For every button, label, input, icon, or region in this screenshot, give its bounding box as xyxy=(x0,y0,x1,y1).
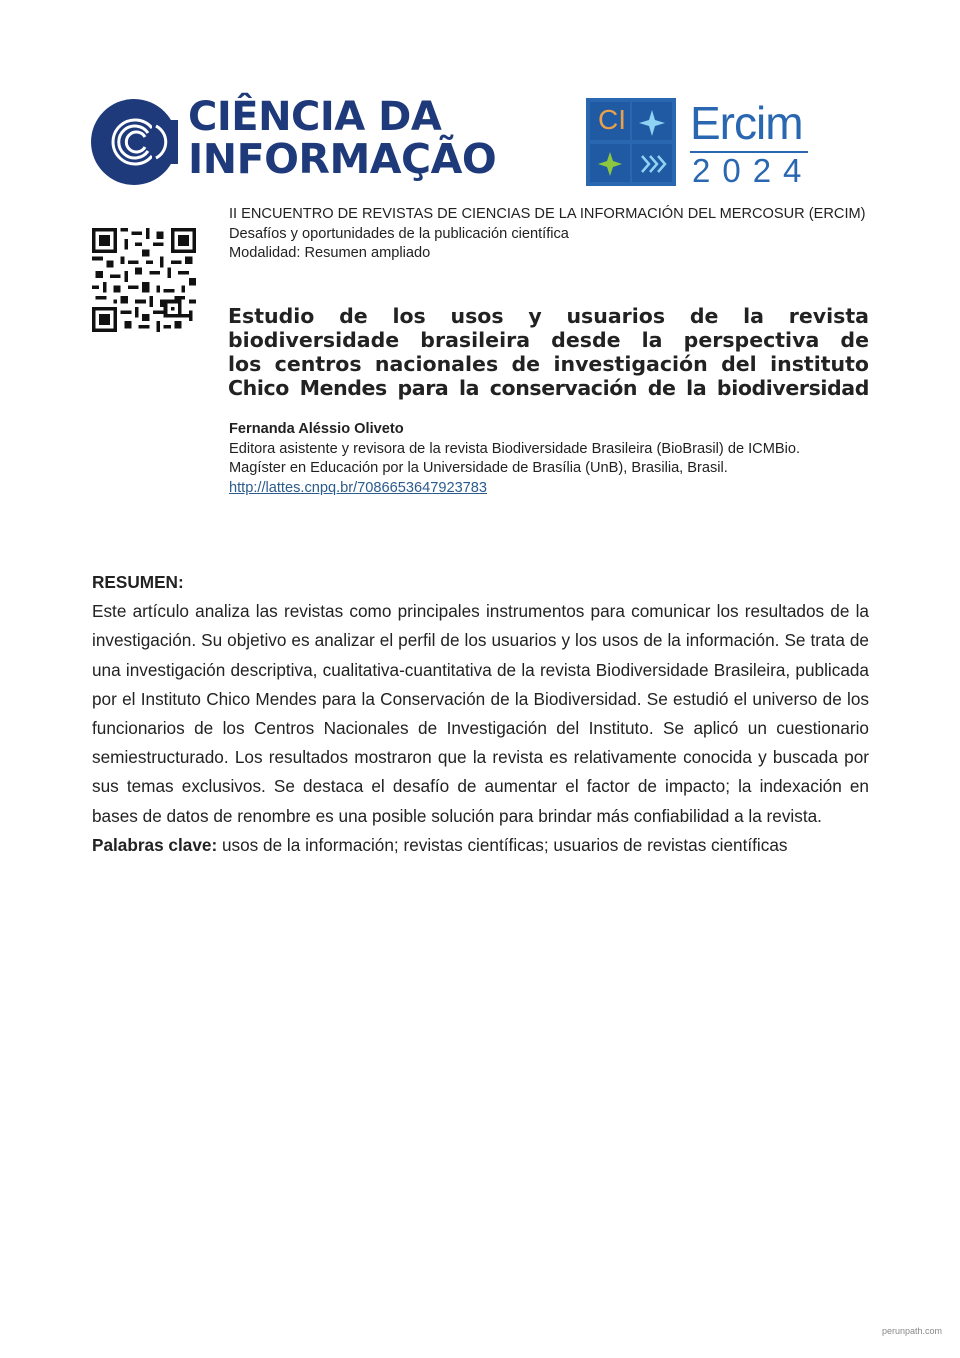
author-name: Fernanda Aléssio Oliveto xyxy=(229,421,404,437)
paper-title-line: los centros nacionales de investigación del instituto xyxy=(228,352,869,376)
event-info xyxy=(229,205,879,264)
paper-title-line: Chico Mendes para la conservación de la biodiversidad xyxy=(228,376,869,400)
event-name: II ENCUENTRO DE REVISTAS DE CIENCIAS DE LA INFORMACIÓN DEL MERCOSUR (ERCIM) xyxy=(229,206,866,222)
abstract-heading: RESUMEN: xyxy=(92,572,184,592)
ercim-logo-word: Ercim xyxy=(690,97,803,149)
author-lattes-link[interactable]: http://lattes.cnpq.br/7086653647923783 xyxy=(229,479,488,496)
author-block xyxy=(229,420,889,498)
qr-code-icon xyxy=(92,228,196,332)
journal-logo-line1: CIÊNCIA DA xyxy=(188,94,442,140)
keywords-label: Palabras clave: xyxy=(92,834,218,855)
ercim-badge-ci: CI xyxy=(598,104,626,135)
ercim-logo-year: 2024 xyxy=(692,152,814,189)
watermark: perunpath.com xyxy=(881,1326,942,1336)
journal-logo-line2: INFORMAÇÃO xyxy=(188,135,497,183)
keywords-line xyxy=(92,831,869,860)
paper-title-line: Estudio de los usos y usuarios de la revista xyxy=(228,304,869,328)
event-theme: Desafíos y oportunidades de la publicación científica xyxy=(229,225,569,242)
keywords-text: usos de la información; revistas científicas; usuarios de revistas científicas xyxy=(221,834,788,855)
abstract-section xyxy=(92,568,869,860)
journal-logo-text xyxy=(188,94,497,183)
paper-title-line: biodiversidade brasileira desde la perspectiva de xyxy=(228,328,869,352)
abstract-body: Este artículo analiza las revistas como principales instrumentos para comunicar los resultados de la investigación. Su objetivo es analizar el perfil de los usuarios y los usos de la información. Se trata de una investigación descriptiva, cualitativa-cuantitativa de la revista Biodiversidade Brasileira, publicada por el Instituto Chico Mendes para la Conservación de la Biodiversidad. Se estudió el universo de los funcionarios de los Centros Nacionales de Investigación del Instituto. Se aplicó un cuestionario semiestructurado. Los resultados mostraron que la revista es relativamente conocida y buscada por sus temas exclusivos. Se destaca el desafío de aumentar el factor de impacto; la indexación en bases de datos de renombre es una posible solución para brindar más confiabilidad a la revista. xyxy=(92,601,869,826)
event-modality: Modalidad: Resumen ampliado xyxy=(229,245,431,262)
author-affiliation: Editora asistente y revisora de la revista Biodiversidade Brasileira (BioBrasil) de ICMBio. xyxy=(229,440,801,457)
journal-logo-icon xyxy=(90,98,178,186)
paper-title xyxy=(228,304,869,400)
author-degree: Magíster en Educación por la Universidade de Brasília (UnB), Brasilia, Brasil. xyxy=(229,460,728,477)
